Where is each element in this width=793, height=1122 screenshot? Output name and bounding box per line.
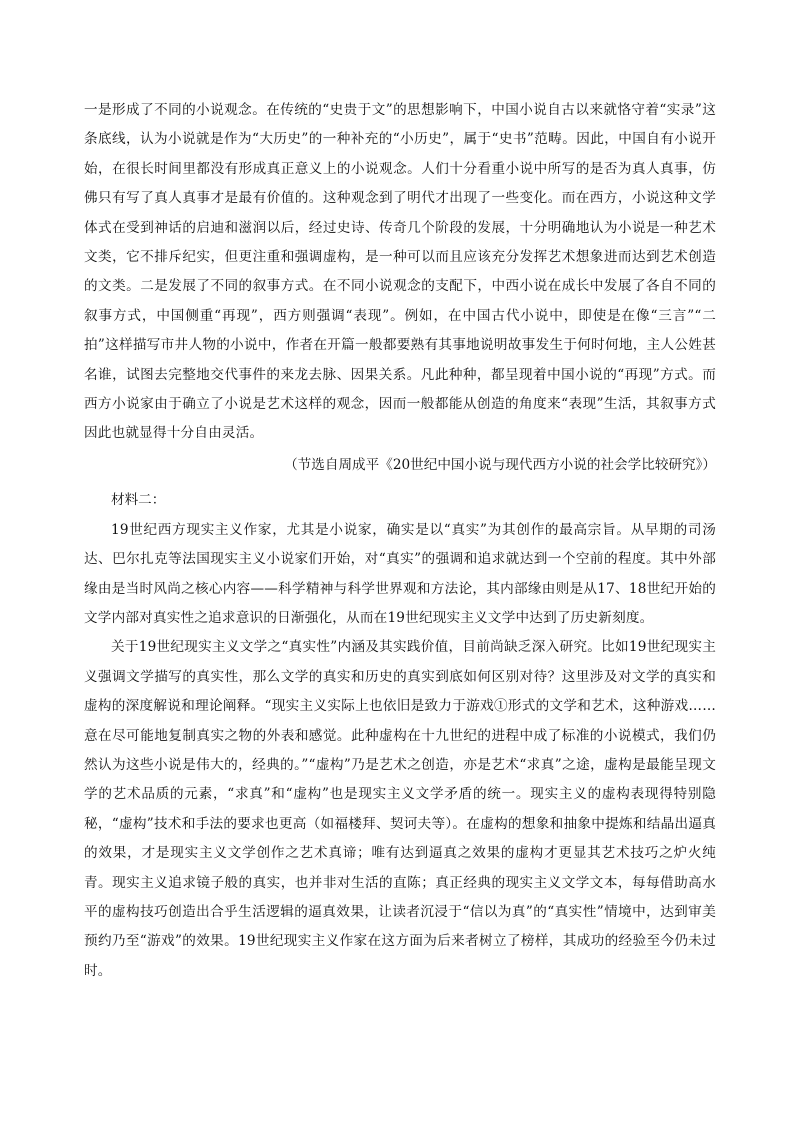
section-label-material-two: 材料二： xyxy=(111,492,166,509)
document-page xyxy=(84,96,716,986)
paragraph-realism-truth: 19世纪西方现实主义作家，尤其是小说家，确实是以“真实”为其创作的最高宗旨。从早期的司汤达、巴尔扎克等法国现实主义小说家们开始，对“真实”的强调和追求就达到一个空前的程度。其中外部缘由是当时风尚之核心内容——科学精神与科学世界观和方法论，其内部缘由则是从17、18世纪开始的文学内部对真实性之追求意识的日渐强化，从而在19世纪现实主义文学中达到了历史新刻度。 xyxy=(84,521,716,626)
paragraph-material-one-continued: 一是形成了不同的小说观念。在传统的“史贵于文”的思想影响下，中国小说自古以来就恪守着“实录”这条底线，认为小说就是作为“大历史”的一种补充的“小历史”，属于“史书”范畴。因此，中国自有小说开始，在很长时间里都没有形成真正意义上的小说观念。人们十分看重小说中所写的是否为真人真事，仿佛只有写了真人真事才是最有价值的。这种观念到了明代才出现了一些变化。而在西方，小说这种文学体式在受到神话的启迪和滋润以后，经过史诗、传奇几个阶段的发展，十分明确地认为小说是一种艺术文类，它不排斥纪实，但更注重和强调虚构，是一种可以而且应该充分发挥艺术想象进而达到艺术创造的文类。二是发展了不同的叙事方式。在不同小说观念的支配下，中西小说在成长中发展了各自不同的叙事方式，中国侧重“再现”，西方则强调“表现”。例如，在中国古代小说中，即使是在像“三言”“二拍”这样描写市井人物的小说中，作者在开篇一般都要熟有其事地说明故事发生于何时何地，主人公姓甚名谁，试图去完整地交代事件的来龙去脉、因果关系。凡此种种，都呈现着中国小说的“再现”方式。而西方小说家由于确立了小说是艺术这样的观念，因而一般都能从创造的角度来“表现”生活，其叙事方式因此也就显得十分自由灵活。 xyxy=(84,102,716,442)
source-citation: （节选自周成平《20世纪中国小说与现代西方小说的社会学比较研究》） xyxy=(284,456,716,473)
paragraph-realism-fiction: 关于19世纪现实主义文学之“真实性”内涵及其实践价值，目前尚缺乏深入研究。比如19世纪现实主义强调文学描写的真实性，那么文学的真实和历史的真实到底如何区别对待？这里涉及对文学的真实和虚构的深度解说和理论阐释。“现实主义实际上也依旧是致力于游戏①形式的文学和艺术，这种游戏……意在尽可能地复制真实之物的外表和感觉。此种虚构在十九世纪的进程中成了标准的小说模式，我们仍然认为这些小说是伟大的，经典的。”“虚构”乃是艺术之创造，亦是艺术“求真”之途，虚构是最能呈现文学的艺术品质的元素，“求真”和“虚构”也是现实主义文学矛盾的统一。现实主义的虚构表现得特别隐秘，“虚构”技术和手法的要求也更高（如福楼拜、契诃夫等）。在虚构的想象和抽象中提炼和结晶出逼真的效果，才是现实主义文学创作之艺术真谛；唯有达到逼真之效果的虚构才更显其艺术技巧之炉火纯青。现实主义追求镜子般的真实，也并非对生活的直陈；真正经典的现实主义文学文本，每每借助高水平的虚构技巧创造出合乎生活逻辑的逼真效果，让读者沉浸于“信以为真”的“真实性”情境中，达到审美预约乃至“游戏”的效果。19世纪现实主义作家在这方面为后来者树立了榜样，其成功的经验至今仍未过时。 xyxy=(84,639,716,979)
